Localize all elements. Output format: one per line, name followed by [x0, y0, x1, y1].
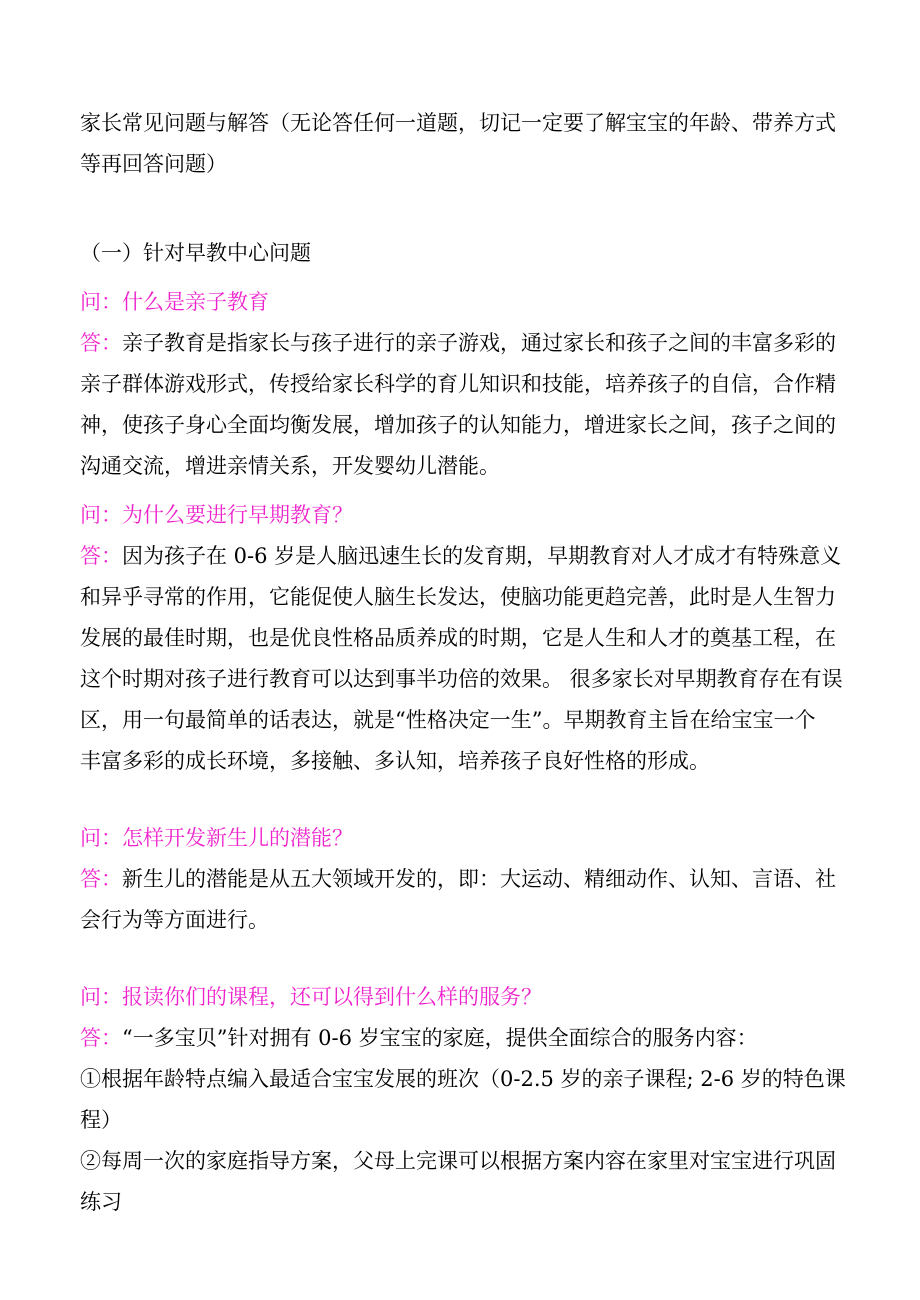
- question-label: 问：: [80, 985, 122, 1009]
- answer-label: 答：: [80, 1026, 122, 1050]
- answer-2-line-6: 丰富多彩的成长环境，多接触、多认知，培养孩子良好性格的形成。: [80, 749, 710, 773]
- service-item-1-line-2: 程）: [80, 1108, 122, 1132]
- answer-label: 答：: [80, 544, 122, 568]
- answer-2-line-1: [80, 536, 852, 577]
- answer-text: 新生儿的潜能是从五大领域开发的，即：大运动、精细动作、认知、言语、社: [122, 867, 836, 891]
- spacer: [80, 782, 852, 818]
- service-item-1-line-1: ①根据年龄特点编入最适合宝宝发展的班次（0-2.5 岁的亲子课程; 2-6 岁的特色课: [80, 1067, 846, 1091]
- spacer: [80, 274, 852, 282]
- answer-1-line-3: 神，使孩子身心全面均衡发展，增加孩子的认知能力，增进家长之间，孩子之间的: [80, 413, 836, 437]
- service-item-2-line-2: 练习: [80, 1190, 122, 1214]
- question-4: [80, 977, 852, 1018]
- answer-text: 因为孩子在 0-6 岁是人脑迅速生长的发育期，早期教育对人才成才有特殊意义: [122, 544, 842, 568]
- question-text: 怎样开发新生儿的潜能？: [122, 826, 353, 850]
- answer-4-line-1: [80, 1018, 852, 1059]
- answer-3-line-2: 会行为等方面进行。: [80, 908, 269, 932]
- question-1: [80, 282, 852, 323]
- question-text: 报读你们的课程，还可以得到什么样的服务？: [122, 985, 542, 1009]
- answer-text: “一多宝贝”针对拥有 0-6 岁宝宝的家庭，提供全面综合的服务内容：: [122, 1026, 758, 1050]
- doc-title-line-2: 等再回答问题）: [80, 152, 227, 176]
- answer-label: 答：: [80, 331, 122, 355]
- answer-2-line-3: 发展的最佳时期，也是优良性格品质养成的时期，它是人生和人才的奠基工程，在: [80, 626, 836, 650]
- answer-text: 亲子教育是指家长与孩子进行的亲子游戏，通过家长和孩子之间的丰富多彩的: [122, 331, 836, 355]
- answer-1-line-2: 亲子群体游戏形式，传授给家长科学的育儿知识和技能，培养孩子的自信，合作精: [80, 372, 836, 396]
- spacer: [80, 941, 852, 977]
- service-item-2-line-1: ②每周一次的家庭指导方案，父母上完课可以根据方案内容在家里对宝宝进行巩固: [80, 1149, 836, 1173]
- question-label: 问：: [80, 290, 122, 314]
- answer-2-line-4: 这个时期对孩子进行教育可以达到事半功倍的效果。 很多家长对早期教育存在有误: [80, 667, 843, 691]
- section-heading: （一）针对早教中心问题: [80, 241, 311, 265]
- doc-title-line-1: 家长常见问题与解答（无论答任何一道题，切记一定要了解宝宝的年龄、带养方式: [80, 111, 836, 135]
- spacer: [80, 185, 852, 233]
- question-label: 问：: [80, 826, 122, 850]
- question-label: 问：: [80, 503, 122, 527]
- question-3: [80, 818, 852, 859]
- question-text: 为什么要进行早期教育？: [122, 503, 353, 527]
- answer-1-line-4: 沟通交流，增进亲情关系，开发婴幼儿潜能。: [80, 454, 500, 478]
- answer-2-line-2: 和异乎寻常的作用，它能促使人脑生长发达，使脑功能更趋完善，此时是人生智力: [80, 585, 836, 609]
- question-2: [80, 495, 852, 536]
- answer-2-line-5: 区，用一句最简单的话表达，就是“性格决定一生”。早期教育主旨在给宝宝一个: [80, 708, 816, 732]
- answer-label: 答：: [80, 867, 122, 891]
- question-text: 什么是亲子教育: [122, 290, 269, 314]
- answer-1-line-1: [80, 323, 852, 364]
- document-page: [80, 103, 852, 1223]
- spacer: [80, 487, 852, 495]
- answer-3-line-1: [80, 859, 852, 900]
